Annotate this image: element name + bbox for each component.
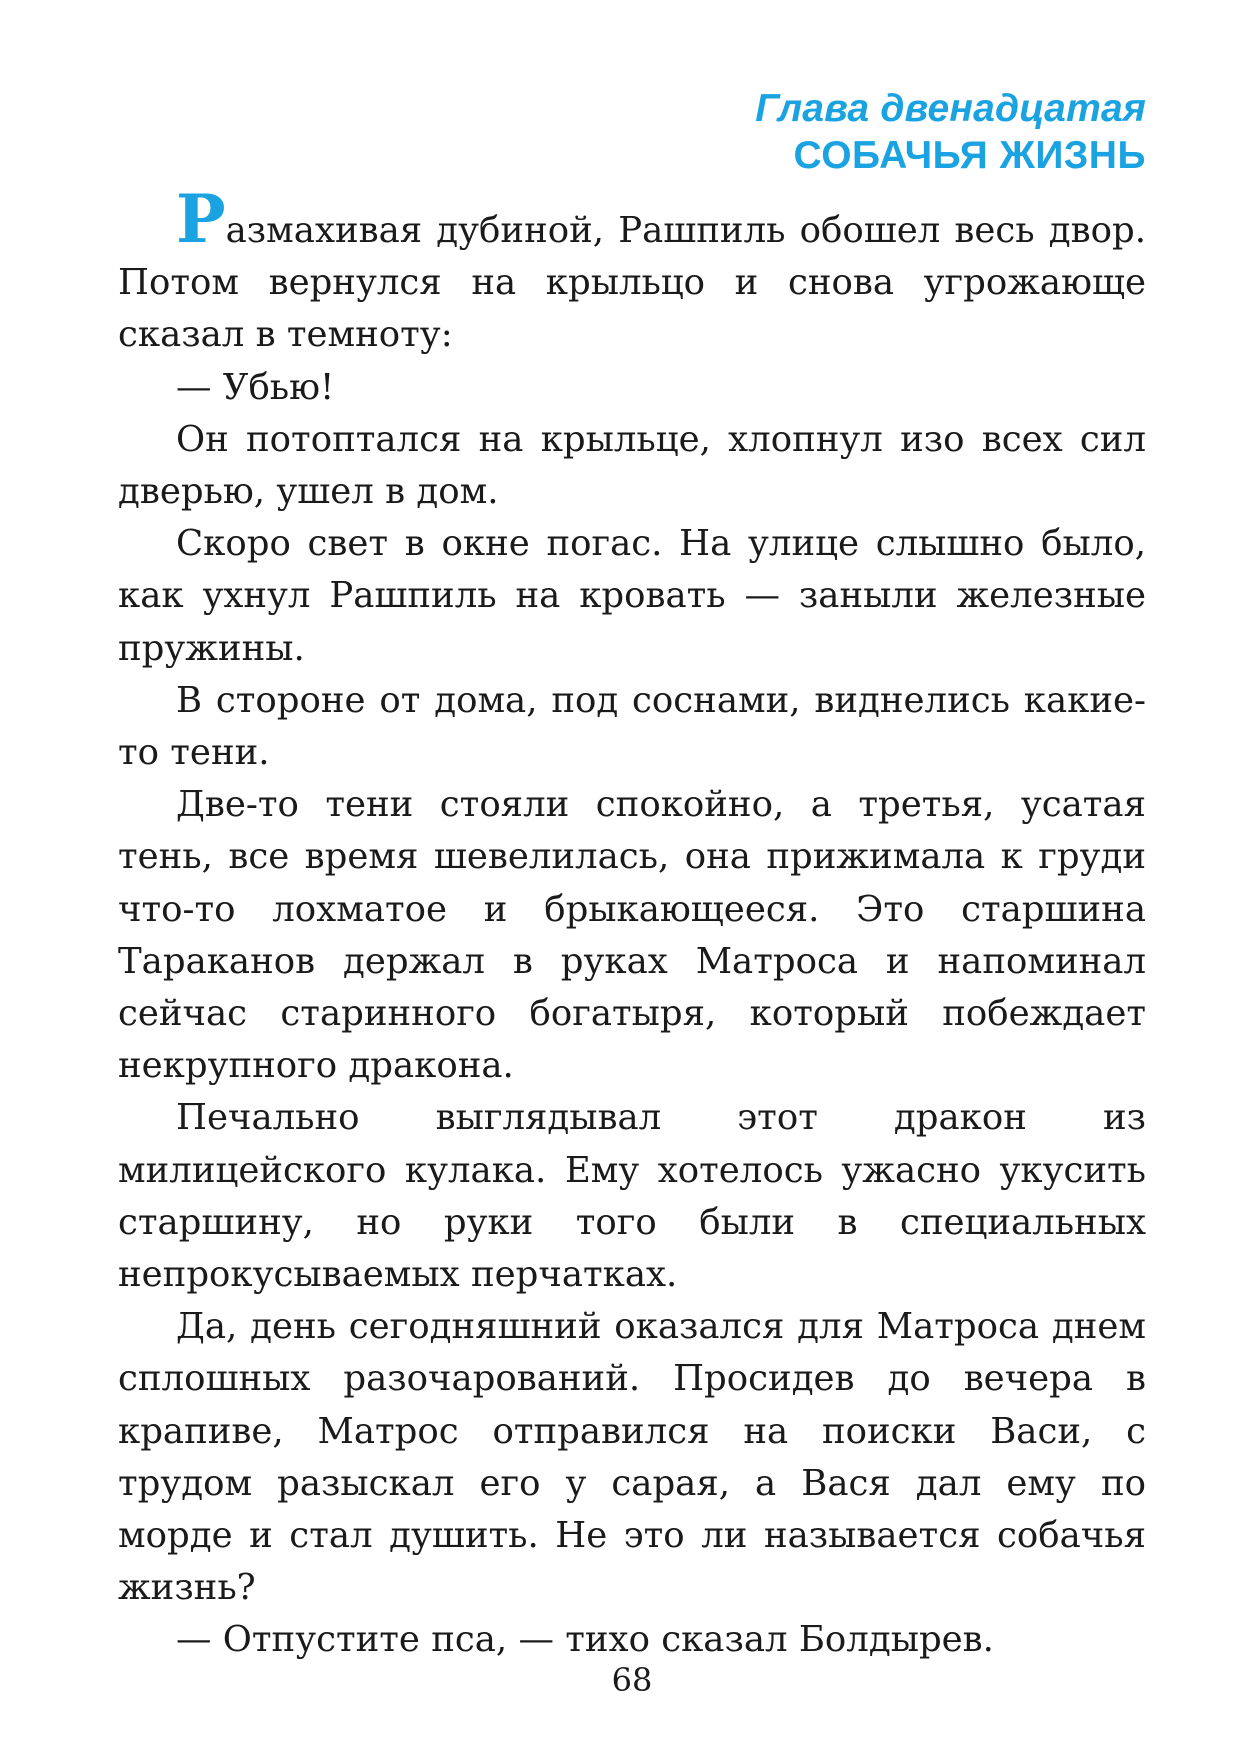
page-number: 68 xyxy=(611,1661,653,1699)
paragraph-2: — Убью! xyxy=(176,366,335,408)
paragraph-3: Он потоптался на крыльце, хлопнул изо всех сил дверью, ушел в дом. xyxy=(118,418,1146,513)
chapter-text xyxy=(118,180,1146,1667)
paragraph-6: Две-то тени стояли спокойно, а третья, усатая тень, все время шевелилась, она прижимала к груди что-то лохматое и брыкающееся. Это старшина Тараканов держал в руках Матроса и напоминал сейчас старинного богатыря, который побеждает некрупного дракона. xyxy=(118,784,1146,1087)
paragraph-8: Да, день сегодняшний оказался для Матроса днем сплошных разочарований. Просидев до вечера в крапиве, Матрос отправился на поиски Васи, с трудом разыскал его у сарая, а Вася дал ему по морде и стал душить. Не это ли называется собачья жизнь? xyxy=(118,1306,1146,1609)
paragraph-7: Печально выглядывал этот дракон из милицейского кулака. Ему хотелось ужасно укусить старшину, но руки того были в специальных непрокусываемых перчатках. xyxy=(118,1097,1146,1296)
paragraph-9: — Отпустите пса, — тихо сказал Болдырев. xyxy=(176,1619,994,1661)
book-page xyxy=(118,0,1146,1755)
chapter-header xyxy=(755,86,1146,180)
paragraph-5: В стороне от дома, под соснами, виднелись какие-то тени. xyxy=(118,679,1146,774)
chapter-title: СОБАЧЬЯ ЖИЗНЬ xyxy=(793,134,1146,177)
chapter-label: Глава двенадцатая xyxy=(755,87,1146,130)
paragraph-1 xyxy=(118,180,1146,362)
drop-cap-initial: Р xyxy=(176,180,226,258)
paragraph-4: Скоро свет в окне погас. На улице слышно было, как ухнул Рашпиль на кровать — заныли железные пружины. xyxy=(118,523,1146,669)
paragraph-1-text: азмахивая дубиной, Рашпиль обошел весь двор. Потом вернулся на крыльцо и снова угрожающе сказал в темноту: xyxy=(118,210,1146,356)
